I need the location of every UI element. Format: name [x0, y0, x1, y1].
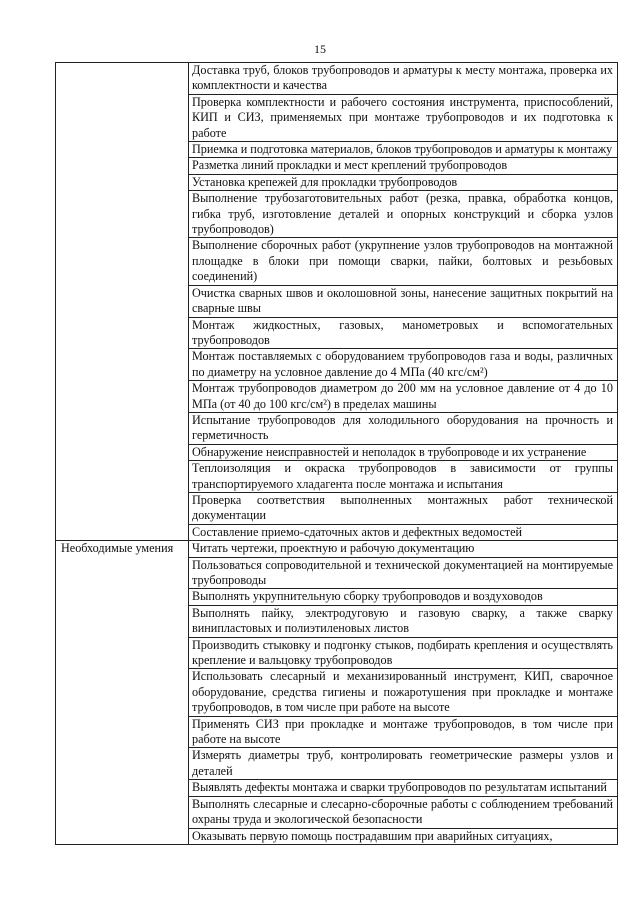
section-label [56, 63, 189, 541]
list-item: Монтаж поставляемых с оборудованием трубопроводов газа и воды, различных по диаметру на условное давление до 4 МПа (40 кгс/см²) [189, 348, 617, 380]
list-item: Монтаж трубопроводов диаметром до 200 мм на условное давление от 4 до 10 МПа (от 40 до 100 кгс/см²) в пределах машины [189, 380, 617, 412]
list-item: Очистка сварных швов и околошовной зоны, нанесение защитных покрытий на сварные швы [189, 285, 617, 317]
requirements-table [55, 62, 618, 845]
table-body [56, 63, 618, 845]
list-item: Применять СИЗ при прокладке и монтаже трубопроводов, в том числе при работе на высоте [189, 716, 617, 748]
list-item: Оказывать первую помощь пострадавшим при аварийных ситуациях, [189, 828, 617, 844]
list-item: Теплоизоляция и окраска трубопроводов в зависимости от группы транспортируемого хладагента после монтажа и испытания [189, 460, 617, 492]
section-items [189, 63, 618, 541]
list-item: Измерять диаметры труб, контролировать геометрические размеры узлов и деталей [189, 747, 617, 779]
list-item: Установка крепежей для прокладки трубопроводов [189, 174, 617, 190]
list-item: Испытание трубопроводов для холодильного оборудования на прочность и герметичность [189, 412, 617, 444]
table-row [56, 63, 618, 541]
list-item: Выполнение сборочных работ (укрупнение узлов трубопроводов на монтажной площадке в блоки при помощи сварки, пайки, болтовых и резьбовых соединений) [189, 237, 617, 284]
list-item: Выявлять дефекты монтажа и сварки трубопроводов по результатам испытаний [189, 779, 617, 795]
list-item: Разметка линий прокладки и мест креплений трубопроводов [189, 157, 617, 173]
section-label: Необходимые умения [56, 541, 189, 845]
list-item: Пользоваться сопроводительной и технической документацией на монтируемые трубопроводы [189, 557, 617, 589]
section-items [189, 541, 618, 845]
table-row [56, 541, 618, 845]
list-item: Выполнять пайку, электродуговую и газовую сварку, а также сварку винипластовых и полиэтиленовых листов [189, 605, 617, 637]
list-item: Проверка соответствия выполненных монтажных работ технической документации [189, 492, 617, 524]
list-item: Обнаружение неисправностей и неполадок в трубопроводе и их устранение [189, 444, 617, 460]
list-item: Проверка комплектности и рабочего состояния инструмента, приспособлений, КИП и СИЗ, применяемых при монтаже трубопроводов и их подготовка к работе [189, 94, 617, 141]
list-item: Читать чертежи, проектную и рабочую документацию [192, 541, 475, 556]
list-item: Использовать слесарный и механизированный инструмент, КИП, сварочное оборудование, средства гигиены и пожаротушения при прокладке и монтаже трубопроводов, в том числе при работе на высоте [189, 668, 617, 715]
list-item: Производить стыковку и подгонку стыков, подбирать крепления и осуществлять крепление и вальцовку трубопроводов [189, 637, 617, 669]
list-item: Доставка труб, блоков трубопроводов и арматуры к месту монтажа, проверка их комплектности и качества [192, 63, 613, 93]
list-item: Составление приемо-сдаточных актов и дефектных ведомостей [189, 524, 617, 540]
list-item: Выполнение трубозаготовительных работ (резка, правка, обработка концов, гибка труб, изготовление деталей и опорных конструкций и сборка узлов трубопроводов) [189, 190, 617, 237]
list-item: Выполнять укрупнительную сборку трубопроводов и воздуховодов [189, 588, 617, 604]
list-item: Монтаж жидкостных, газовых, манометровых и вспомогательных трубопроводов [189, 317, 617, 349]
list-item: Приемка и подготовка материалов, блоков трубопроводов и арматуры к монтажу [189, 141, 617, 157]
page-number: 15 [314, 42, 326, 56]
list-item: Выполнять слесарные и слесарно-сборочные работы с соблюдением требований охраны труда и экологической безопасности [189, 796, 617, 828]
